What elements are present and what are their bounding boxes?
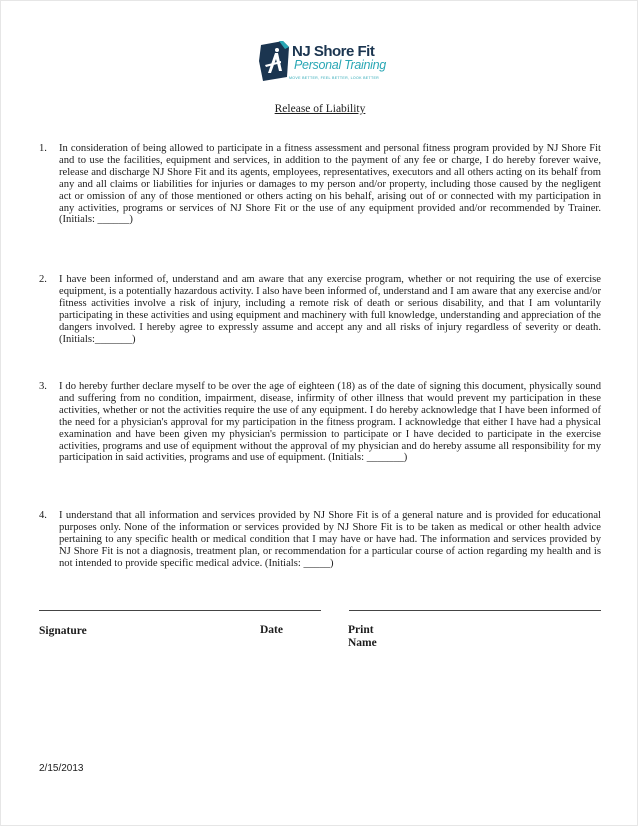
clause-text: I do hereby further declare myself to be over the age of eighteen (18) as of the date of signing this document, physically sound and suffering from no condition, impairment, disease, infirmity of other illness that would prevent my participation in these activities, whether or not the activities require the use of any equipment. I do hereby acknowledge that I have been informed of the need for a physician's approval for my participation in the fitness program. I acknowledge that either I have had a physical examination and have been given my physician's permission to participate or I have decided to participate in the exercise activities, programs and use of equipment without the approval of my physician and do hereby assume all responsibility for my participation in said activities, programs and use of equipment. (Initials: _______) (59, 381, 601, 464)
print-name-line (349, 610, 601, 611)
logo-tagline: MOVE BETTER, FEEL BETTER, LOOK BETTER (289, 76, 380, 80)
clause-text: I understand that all information and services provided by NJ Shore Fit is of a general nature and is provided for educational purposes only. None of the information or services provided by NJ Shore Fit is to be taken as medical or other health advice pertaining to any specific health or medical condition that I may have or have had. The information and services provided by NJ Shore Fit is not a diagnosis, treatment plan, or recommendation for a particular course of action regarding my health and is not intended to provide specific medical advice. (Initials: _____) (59, 510, 601, 569)
date-label: Date (260, 624, 283, 636)
company-logo (259, 41, 389, 87)
clause-2 (39, 274, 601, 345)
clause-number: 3. (39, 381, 47, 392)
footer-date: 2/15/2013 (39, 763, 84, 774)
print-name-label: Print Name (348, 624, 377, 649)
signature-label: Signature (39, 625, 87, 637)
clause-number: 2. (39, 274, 47, 285)
document-title: Release of Liability (274, 103, 366, 115)
clause-3 (39, 381, 601, 464)
clause-text: I have been informed of, understand and am aware that any exercise program, whether or not requiring the use of exercise equipment, is a potentially hazardous activity. I also have been informed of, understand and I am aware that any exercise and/or fitness activities involve a risk of injury, including a remote risk of death or serious disability, and that I am voluntarily participating in these activities and using equipment and machinery with full knowledge, understanding and appreciation of the dangers involved. I hereby agree to expressly assume and accept any and all risks of injury regardless of severity or death. (Initials:_______) (59, 274, 601, 345)
logo-name: NJ Shore Fit (292, 43, 375, 60)
signature-date-line (39, 610, 321, 611)
clause-1 (39, 143, 601, 226)
clause-number: 1. (39, 143, 47, 154)
logo-emblem-icon (259, 41, 291, 81)
clause-text: In consideration of being allowed to participate in a fitness assessment and personal fitness program provided by NJ Shore Fit and to use the facilities, equipment and services, in addition to the payment of any fee or charge, I do hereby forever waive, release and discharge NJ Shore Fit and its agents, employees, representatives, executors and all others acting on its behalf from any and all claims or liabilities for injuries or damages to my person and/or property, including those caused by the negligent act or omission of any of those mentioned or others acting on his behalf, arising out of or connected with my participation in any activities, programs or services of NJ Shore Fit or the use of any equipment provided and/or recommended by Trainer. (Initials: ______) (59, 143, 601, 226)
clause-number: 4. (39, 510, 47, 521)
clause-4 (39, 510, 601, 570)
logo-subtitle: Personal Training (294, 58, 386, 72)
